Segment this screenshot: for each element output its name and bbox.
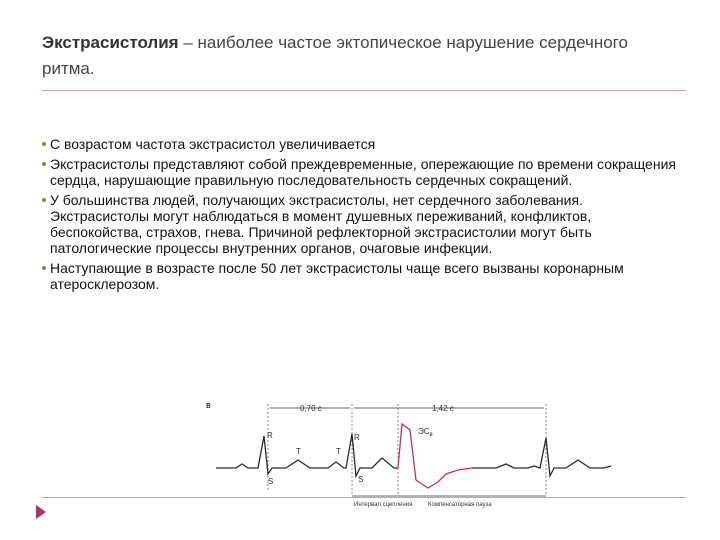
ecg-trace xyxy=(216,434,398,476)
wave-s2-label: S xyxy=(358,475,364,484)
wave-t-label: T xyxy=(296,447,301,456)
extrasystole-main: ЭС xyxy=(418,427,430,436)
bullet-item xyxy=(42,192,682,256)
interval-2-label: 1,42 с xyxy=(432,404,454,413)
bullet-text: У большинства людей, получающих экстрасистолы, нет сердечного заболевания. Экстрасистолы могут наблюдаться в момент душевных переживаний, конфликтов, беспокойства, страхов, гнева. Причиной рефлекторной экстрасистолии могут быть патологические процессы внутренних органов, очаговые инфекции. xyxy=(50,192,592,256)
compensatory-pause-label: Компенсаторная пауза xyxy=(428,502,492,508)
title-bold: Экстрасистолия xyxy=(42,33,179,52)
wave-s-label: S xyxy=(268,477,274,486)
bullet-text: С возрастом частота экстрасистол увеличивается xyxy=(50,136,376,152)
bottom-divider xyxy=(42,497,686,498)
bullet-dot-icon xyxy=(42,142,46,146)
slide-title xyxy=(42,30,662,82)
title-rest: – наиболее частое эктопическое нарушение сердечного ритма. xyxy=(42,33,628,78)
bullet-dot-icon xyxy=(42,266,46,270)
bullet-item xyxy=(42,156,682,188)
bullet-dot-icon xyxy=(42,198,46,202)
bullet-text: Наступающие в возрасте после 50 лет экстрасистолы чаще всего вызваны коронарным атеросклерозом. xyxy=(50,260,624,292)
top-divider xyxy=(42,90,686,91)
panel-label: в xyxy=(206,400,211,410)
bullet-item xyxy=(42,260,682,292)
ecg-trace-tail xyxy=(472,438,611,476)
wave-r2-label: R xyxy=(354,433,360,442)
ecg-figure xyxy=(206,396,616,520)
extrasystole-trace xyxy=(398,424,472,488)
interval-1-label: 0,70 с xyxy=(300,404,322,413)
wave-r-label: R xyxy=(267,431,273,440)
bullet-dot-icon xyxy=(42,162,46,166)
bullet-text: Экстрасистолы представляют собой преждевременные, опережающие по времени сокращения сердца, нарушающие правильную последовательность сердечных сокращений. xyxy=(50,156,676,188)
wave-t2-label: T xyxy=(336,447,341,456)
coupling-interval-label: Интервал сцепления xyxy=(354,502,413,508)
triangle-right-icon[interactable] xyxy=(36,505,46,519)
bullet-list xyxy=(42,136,682,296)
extrasystole-label xyxy=(418,427,433,438)
bullet-item xyxy=(42,136,682,152)
extrasystole-sub: в xyxy=(429,432,433,438)
interval-guides xyxy=(268,404,546,496)
